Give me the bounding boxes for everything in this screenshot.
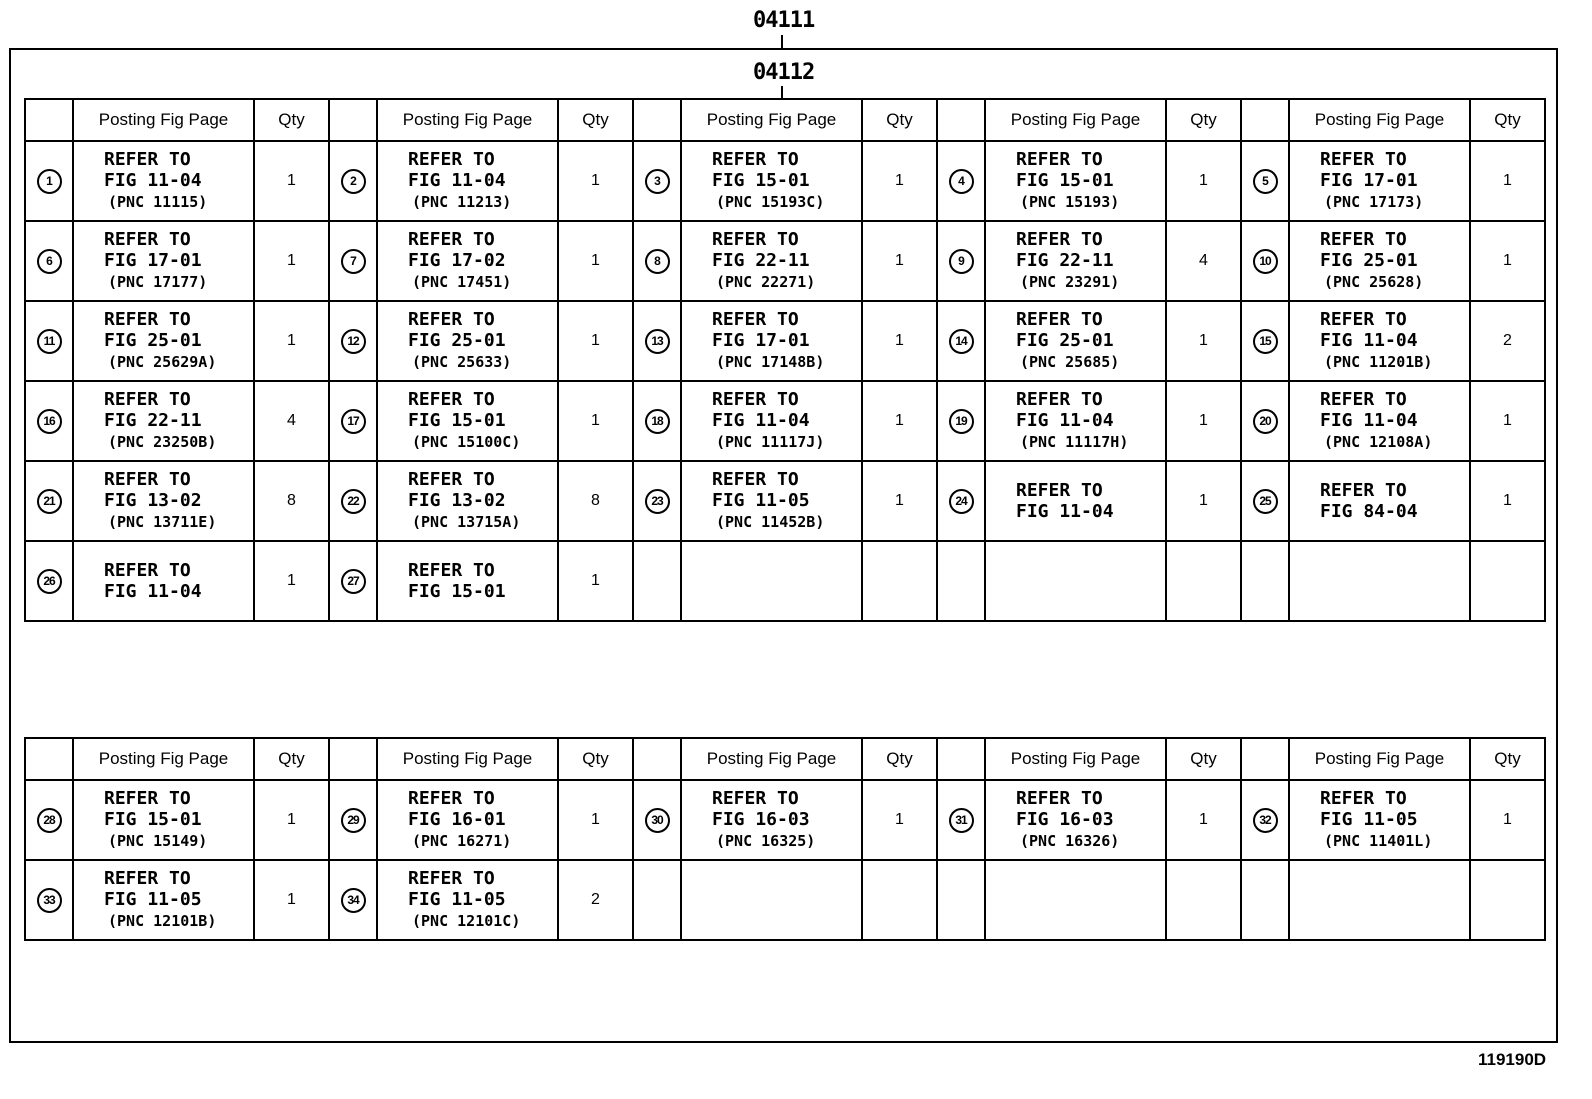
qty-cell: 4 (254, 381, 329, 461)
refer-to-text: REFER TO (408, 469, 495, 490)
posting-fig-page-cell (985, 780, 1166, 860)
table-row (25, 461, 1545, 541)
pnc-text: (PNC 13715A) (412, 513, 521, 531)
item-number-cell (937, 221, 985, 301)
pnc-text: (PNC 25629A) (108, 353, 217, 371)
qty-cell: 1 (558, 221, 633, 301)
posting-fig-page-cell (985, 461, 1166, 541)
item-number-cell (25, 780, 73, 860)
fig-reference-text: FIG 25-01 (408, 330, 506, 351)
fig-reference-text: FIG 22-11 (104, 410, 202, 431)
item-number-cell (329, 141, 377, 221)
posting-fig-page-cell (73, 221, 254, 301)
index-header-cell (1241, 738, 1289, 780)
item-number-badge: 10 (1253, 249, 1278, 274)
item-number-cell (25, 461, 73, 541)
refer-to-text: REFER TO (408, 149, 495, 170)
item-number-cell (1241, 541, 1289, 621)
item-number-badge: 28 (37, 808, 62, 833)
qty-header: Qty (1166, 99, 1241, 141)
refer-to-text: REFER TO (1016, 480, 1103, 501)
refer-to-text: REFER TO (408, 309, 495, 330)
pnc-text: (PNC 15193C) (716, 193, 825, 211)
item-number-cell (25, 141, 73, 221)
pnc-text: (PNC 15193) (1020, 193, 1120, 211)
item-number-badge: 18 (645, 409, 670, 434)
fig-reference-text: FIG 16-03 (1016, 809, 1114, 830)
fig-reference-text: FIG 11-04 (408, 170, 506, 191)
pnc-text: (PNC 11201B) (1324, 353, 1433, 371)
fig-reference-text: FIG 13-02 (408, 490, 506, 511)
item-number-cell (937, 780, 985, 860)
posting-fig-page-cell (73, 860, 254, 940)
fig-reference-text: FIG 15-01 (408, 410, 506, 431)
posting-fig-page-cell (73, 541, 254, 621)
fig-reference-text: FIG 11-04 (1320, 330, 1418, 351)
posting-fig-page-cell (73, 141, 254, 221)
index-header-cell (25, 738, 73, 780)
item-number-cell (937, 461, 985, 541)
item-number-badge: 14 (949, 329, 974, 354)
item-number-badge: 7 (341, 249, 366, 274)
qty-header: Qty (254, 738, 329, 780)
posting-fig-page-cell (377, 541, 558, 621)
item-number-cell (329, 780, 377, 860)
sub-code-label: 04112 (753, 60, 815, 85)
fig-reference-text: FIG 17-01 (712, 330, 810, 351)
qty-cell: 1 (862, 301, 937, 381)
posting-fig-page-header: Posting Fig Page (681, 99, 862, 141)
posting-fig-page-cell (681, 780, 862, 860)
refer-to-text: REFER TO (104, 389, 191, 410)
fig-reference-text: FIG 17-01 (104, 250, 202, 271)
index-header-cell (25, 99, 73, 141)
item-number-cell (633, 301, 681, 381)
item-number-badge: 17 (341, 409, 366, 434)
fig-reference-text: FIG 11-04 (712, 410, 810, 431)
table-row (25, 141, 1545, 221)
item-number-badge: 15 (1253, 329, 1278, 354)
qty-header: Qty (862, 99, 937, 141)
qty-header: Qty (558, 738, 633, 780)
item-number-badge: 34 (341, 888, 366, 913)
item-number-badge: 12 (341, 329, 366, 354)
index-header-cell (1241, 99, 1289, 141)
fig-reference-text: FIG 11-04 (1320, 410, 1418, 431)
pnc-text: (PNC 15100C) (412, 433, 521, 451)
fig-reference-text: FIG 22-11 (712, 250, 810, 271)
posting-fig-page-header: Posting Fig Page (681, 738, 862, 780)
posting-fig-page-cell (681, 141, 862, 221)
item-number-badge: 23 (645, 489, 670, 514)
item-number-cell (633, 541, 681, 621)
item-number-badge: 5 (1253, 169, 1278, 194)
refer-to-text: REFER TO (1320, 788, 1407, 809)
item-number-cell (633, 141, 681, 221)
fig-reference-text: FIG 22-11 (1016, 250, 1114, 271)
posting-fig-page-cell (985, 381, 1166, 461)
table-row (25, 541, 1545, 621)
refer-to-text: REFER TO (104, 309, 191, 330)
qty-cell: 1 (1166, 381, 1241, 461)
pnc-text: (PNC 11117H) (1020, 433, 1129, 451)
item-number-cell (633, 221, 681, 301)
pnc-text: (PNC 22271) (716, 273, 816, 291)
refer-to-text: REFER TO (1016, 229, 1103, 250)
qty-cell: 1 (862, 141, 937, 221)
index-header-cell (937, 738, 985, 780)
item-number-badge: 22 (341, 489, 366, 514)
item-number-cell (633, 461, 681, 541)
item-number-cell (1241, 221, 1289, 301)
qty-header: Qty (254, 99, 329, 141)
qty-cell: 1 (254, 301, 329, 381)
posting-fig-page-cell (1289, 780, 1470, 860)
parts-table-1 (24, 98, 1546, 622)
header-row (25, 738, 1545, 780)
pnc-text: (PNC 12108A) (1324, 433, 1433, 451)
posting-fig-page-cell (73, 780, 254, 860)
qty-cell: 1 (254, 541, 329, 621)
item-number-cell (25, 541, 73, 621)
fig-reference-text: FIG 25-01 (1320, 250, 1418, 271)
fig-reference-text: FIG 25-01 (104, 330, 202, 351)
posting-fig-page-cell (377, 860, 558, 940)
refer-to-text: REFER TO (712, 389, 799, 410)
posting-fig-page-cell (377, 301, 558, 381)
posting-fig-page-header: Posting Fig Page (377, 738, 558, 780)
posting-fig-page-header: Posting Fig Page (1289, 99, 1470, 141)
pnc-text: (PNC 13711E) (108, 513, 217, 531)
fig-reference-text: FIG 11-04 (104, 170, 202, 191)
qty-cell: 1 (862, 461, 937, 541)
qty-cell (1470, 541, 1545, 621)
fig-reference-text: FIG 84-04 (1320, 501, 1418, 522)
qty-cell (1470, 860, 1545, 940)
qty-cell: 1 (1470, 141, 1545, 221)
posting-fig-page-cell (1289, 301, 1470, 381)
posting-fig-page-cell (1289, 461, 1470, 541)
posting-fig-page-cell (377, 141, 558, 221)
qty-cell: 1 (558, 301, 633, 381)
item-number-badge: 11 (37, 329, 62, 354)
qty-cell: 8 (558, 461, 633, 541)
qty-cell (1166, 860, 1241, 940)
pnc-text: (PNC 16325) (716, 832, 816, 850)
item-number-badge: 2 (341, 169, 366, 194)
item-number-cell (329, 381, 377, 461)
posting-fig-page-cell (681, 221, 862, 301)
qty-cell: 4 (1166, 221, 1241, 301)
refer-to-text: REFER TO (104, 560, 191, 581)
fig-reference-text: FIG 15-01 (408, 581, 506, 602)
document-id: 119190D (1478, 1050, 1547, 1069)
item-number-cell (25, 860, 73, 940)
refer-to-text: REFER TO (712, 788, 799, 809)
refer-to-text: REFER TO (1016, 389, 1103, 410)
posting-fig-page-header: Posting Fig Page (985, 738, 1166, 780)
posting-fig-page-cell (985, 541, 1166, 621)
posting-fig-page-cell (681, 860, 862, 940)
index-header-cell (329, 99, 377, 141)
pnc-text: (PNC 25628) (1324, 273, 1424, 291)
posting-fig-page-cell (1289, 860, 1470, 940)
fig-reference-text: FIG 11-05 (1320, 809, 1418, 830)
pnc-text: (PNC 11213) (412, 193, 512, 211)
item-number-cell (1241, 141, 1289, 221)
refer-to-text: REFER TO (1320, 229, 1407, 250)
item-number-badge: 29 (341, 808, 366, 833)
qty-cell: 1 (1166, 780, 1241, 860)
pnc-text: (PNC 16271) (412, 832, 512, 850)
item-number-badge: 1 (37, 169, 62, 194)
item-number-cell (633, 381, 681, 461)
qty-cell: 1 (558, 141, 633, 221)
refer-to-text: REFER TO (712, 309, 799, 330)
index-header-cell (633, 738, 681, 780)
parts-table-2 (24, 737, 1546, 941)
refer-to-text: REFER TO (1320, 149, 1407, 170)
fig-reference-text: FIG 15-01 (104, 809, 202, 830)
item-number-cell (329, 860, 377, 940)
item-number-badge: 8 (645, 249, 670, 274)
posting-fig-page-header: Posting Fig Page (985, 99, 1166, 141)
fig-reference-text: FIG 11-05 (104, 889, 202, 910)
pnc-text: (PNC 16326) (1020, 832, 1120, 850)
refer-to-text: REFER TO (1320, 309, 1407, 330)
pnc-text: (PNC 17173) (1324, 193, 1424, 211)
pnc-text: (PNC 17177) (108, 273, 208, 291)
item-number-badge: 27 (341, 569, 366, 594)
posting-fig-page-cell (1289, 221, 1470, 301)
item-number-badge: 4 (949, 169, 974, 194)
qty-cell (862, 541, 937, 621)
item-number-cell (1241, 860, 1289, 940)
item-number-cell (1241, 461, 1289, 541)
item-number-cell (937, 301, 985, 381)
refer-to-text: REFER TO (1320, 389, 1407, 410)
fig-reference-text: FIG 11-05 (408, 889, 506, 910)
pnc-text: (PNC 12101B) (108, 912, 217, 930)
item-number-badge: 26 (37, 569, 62, 594)
qty-cell: 1 (558, 541, 633, 621)
fig-reference-text: FIG 11-04 (104, 581, 202, 602)
qty-cell (1166, 541, 1241, 621)
item-number-badge: 16 (37, 409, 62, 434)
posting-fig-page-cell (1289, 141, 1470, 221)
qty-cell: 1 (254, 860, 329, 940)
posting-fig-page-cell (985, 860, 1166, 940)
fig-reference-text: FIG 11-04 (1016, 410, 1114, 431)
refer-to-text: REFER TO (712, 229, 799, 250)
refer-to-text: REFER TO (712, 469, 799, 490)
item-number-badge: 3 (645, 169, 670, 194)
item-number-badge: 25 (1253, 489, 1278, 514)
posting-fig-page-cell (377, 381, 558, 461)
qty-header: Qty (558, 99, 633, 141)
refer-to-text: REFER TO (408, 389, 495, 410)
pnc-text: (PNC 11117J) (716, 433, 825, 451)
posting-fig-page-cell (985, 141, 1166, 221)
item-number-cell (329, 221, 377, 301)
qty-cell (862, 860, 937, 940)
posting-fig-page-header: Posting Fig Page (1289, 738, 1470, 780)
posting-fig-page-cell (377, 780, 558, 860)
posting-fig-page-header: Posting Fig Page (377, 99, 558, 141)
fig-reference-text: FIG 11-05 (712, 490, 810, 511)
item-number-badge: 24 (949, 489, 974, 514)
item-number-cell (937, 541, 985, 621)
pnc-text: (PNC 11115) (108, 193, 208, 211)
qty-cell: 1 (862, 221, 937, 301)
posting-fig-page-cell (681, 381, 862, 461)
index-header-cell (329, 738, 377, 780)
refer-to-text: REFER TO (408, 788, 495, 809)
fig-reference-text: FIG 16-03 (712, 809, 810, 830)
posting-fig-page-header: Posting Fig Page (73, 99, 254, 141)
item-number-cell (937, 141, 985, 221)
item-number-cell (1241, 301, 1289, 381)
fig-reference-text: FIG 16-01 (408, 809, 506, 830)
refer-to-text: REFER TO (712, 149, 799, 170)
item-number-cell (25, 301, 73, 381)
posting-fig-page-cell (985, 301, 1166, 381)
qty-cell: 1 (254, 141, 329, 221)
fig-reference-text: FIG 11-04 (1016, 501, 1114, 522)
posting-fig-page-cell (73, 301, 254, 381)
item-number-cell (329, 541, 377, 621)
posting-fig-page-cell (73, 461, 254, 541)
item-number-badge: 33 (37, 888, 62, 913)
qty-header: Qty (862, 738, 937, 780)
refer-to-text: REFER TO (408, 560, 495, 581)
fig-reference-text: FIG 17-01 (1320, 170, 1418, 191)
item-number-cell (937, 381, 985, 461)
pnc-text: (PNC 11401L) (1324, 832, 1433, 850)
item-number-badge: 9 (949, 249, 974, 274)
item-number-badge: 21 (37, 489, 62, 514)
qty-header: Qty (1470, 99, 1545, 141)
refer-to-text: REFER TO (104, 229, 191, 250)
posting-fig-page-cell (681, 301, 862, 381)
posting-fig-page-cell (985, 221, 1166, 301)
item-number-cell (633, 780, 681, 860)
table-row (25, 780, 1545, 860)
refer-to-text: REFER TO (1320, 480, 1407, 501)
posting-fig-page-cell (73, 381, 254, 461)
item-number-badge: 20 (1253, 409, 1278, 434)
pnc-text: (PNC 12101C) (412, 912, 521, 930)
item-number-badge: 32 (1253, 808, 1278, 833)
posting-fig-page-cell (1289, 541, 1470, 621)
refer-to-text: REFER TO (104, 469, 191, 490)
fig-reference-text: FIG 25-01 (1016, 330, 1114, 351)
refer-to-text: REFER TO (408, 868, 495, 889)
item-number-badge: 19 (949, 409, 974, 434)
posting-fig-page-header: Posting Fig Page (73, 738, 254, 780)
table-row (25, 221, 1545, 301)
qty-cell: 1 (1470, 381, 1545, 461)
fig-reference-text: FIG 17-02 (408, 250, 506, 271)
refer-to-text: REFER TO (1016, 309, 1103, 330)
refer-to-text: REFER TO (104, 868, 191, 889)
qty-header: Qty (1166, 738, 1241, 780)
qty-cell: 1 (1166, 141, 1241, 221)
fig-reference-text: FIG 15-01 (712, 170, 810, 191)
item-number-cell (937, 860, 985, 940)
item-number-cell (1241, 381, 1289, 461)
item-number-cell (329, 461, 377, 541)
qty-cell: 1 (1470, 780, 1545, 860)
top-connector-line (781, 35, 783, 49)
qty-cell: 1 (862, 381, 937, 461)
qty-header: Qty (1470, 738, 1545, 780)
fig-reference-text: FIG 15-01 (1016, 170, 1114, 191)
qty-cell: 1 (254, 221, 329, 301)
fig-reference-text: FIG 13-02 (104, 490, 202, 511)
item-number-badge: 31 (949, 808, 974, 833)
item-number-cell (633, 860, 681, 940)
qty-cell: 1 (862, 780, 937, 860)
index-header-cell (633, 99, 681, 141)
refer-to-text: REFER TO (1016, 149, 1103, 170)
qty-cell: 1 (1470, 461, 1545, 541)
pnc-text: (PNC 15149) (108, 832, 208, 850)
qty-cell: 1 (558, 381, 633, 461)
posting-fig-page-cell (377, 461, 558, 541)
posting-fig-page-cell (1289, 381, 1470, 461)
pnc-text: (PNC 23291) (1020, 273, 1120, 291)
qty-cell: 1 (1166, 301, 1241, 381)
qty-cell: 2 (1470, 301, 1545, 381)
refer-to-text: REFER TO (104, 149, 191, 170)
item-number-badge: 6 (37, 249, 62, 274)
pnc-text: (PNC 17451) (412, 273, 512, 291)
refer-to-text: REFER TO (104, 788, 191, 809)
table-row (25, 301, 1545, 381)
posting-fig-page-cell (377, 221, 558, 301)
pnc-text: (PNC 25633) (412, 353, 512, 371)
item-number-badge: 30 (645, 808, 670, 833)
item-number-badge: 13 (645, 329, 670, 354)
item-number-cell (25, 381, 73, 461)
qty-cell: 1 (1166, 461, 1241, 541)
refer-to-text: REFER TO (1016, 788, 1103, 809)
qty-cell: 1 (254, 780, 329, 860)
posting-fig-page-cell (681, 541, 862, 621)
qty-cell: 1 (558, 780, 633, 860)
posting-fig-page-cell (681, 461, 862, 541)
item-number-cell (1241, 780, 1289, 860)
item-number-cell (25, 221, 73, 301)
qty-cell: 8 (254, 461, 329, 541)
pnc-text: (PNC 23250B) (108, 433, 217, 451)
pnc-text: (PNC 25685) (1020, 353, 1120, 371)
refer-to-text: REFER TO (408, 229, 495, 250)
table-row (25, 381, 1545, 461)
table-row (25, 860, 1545, 940)
header-row (25, 99, 1545, 141)
pnc-text: (PNC 11452B) (716, 513, 825, 531)
pnc-text: (PNC 17148B) (716, 353, 825, 371)
top-code-label: 04111 (753, 8, 815, 33)
qty-cell: 1 (1470, 221, 1545, 301)
item-number-cell (329, 301, 377, 381)
qty-cell: 2 (558, 860, 633, 940)
index-header-cell (937, 99, 985, 141)
